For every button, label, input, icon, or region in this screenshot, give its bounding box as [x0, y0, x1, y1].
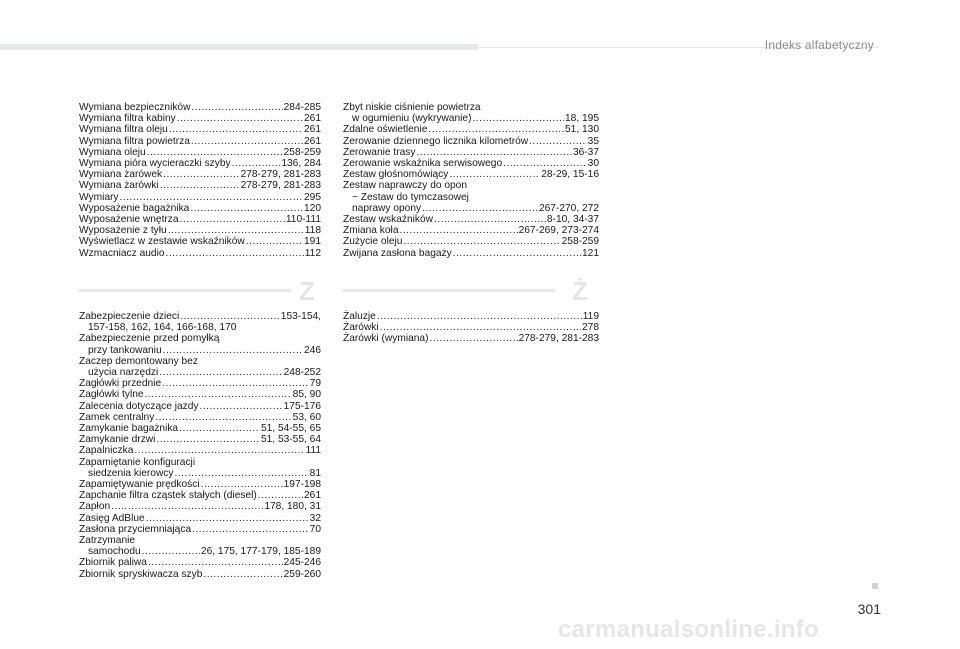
index-entry-head: Zestaw naprawczy do opon — [343, 180, 468, 192]
index-entry-head: Zabezpieczenie przed pomyłką — [79, 333, 220, 345]
index-entry[interactable]: siedzenia kierowcy ..... 81 — [79, 468, 321, 479]
index-entry[interactable]: Zmiana koła ..... 267-269, 273-274 — [343, 225, 599, 236]
index-entry[interactable]: Wymiana oleju ..... 258-259 — [79, 147, 321, 158]
letter-rule — [79, 289, 291, 292]
index-entry[interactable]: Wyświetlacz w zestawie wskaźników ..... 191 — [79, 236, 321, 247]
index-entry[interactable]: Wymiana żarówek ..... 278-279, 281-283 — [79, 169, 321, 180]
index-entry-see: ~ Zestaw do tymczasowej — [352, 191, 469, 203]
index-entry[interactable]: Wyposażenie wnętrza ..... 110-111 — [79, 214, 321, 225]
index-entry[interactable]: Wymiana bezpieczników ..... 284-285 — [79, 102, 321, 113]
index-entry[interactable]: użycia narzędzi ..... 248-252 — [79, 367, 321, 378]
index-entry[interactable]: Wzmacniacz audio ..... 112 — [79, 248, 321, 259]
index-entry[interactable]: Zagłówki przednie ..... 79 — [79, 378, 321, 389]
index-entry[interactable]: Zasłona przyciemniająca ..... 70 — [79, 524, 321, 535]
index-entry[interactable]: Zużycie oleju ..... 258-259 — [343, 236, 599, 247]
index-entry[interactable]: Zapalniczka ..... 111 — [79, 445, 321, 456]
index-entry[interactable]: Wymiary ..... 295 — [79, 192, 321, 203]
index-entry[interactable]: Wymiana filtra powietrza ..... 261 — [79, 136, 321, 147]
index-entry[interactable]: przy tankowaniu ..... 246 — [79, 345, 321, 356]
index-entry[interactable]: Zerowanie dziennego licznika kilometrów ..... 35 — [343, 136, 599, 147]
index-entry[interactable]: Zestaw wskaźników ..... 8-10, 34-37 — [343, 214, 599, 225]
watermark: carmanualsonline.info — [558, 616, 820, 643]
letter-header-zz — [343, 276, 599, 306]
index-entry[interactable]: Zagłówki tylne ..... 85, 90 — [79, 389, 321, 400]
index-entry[interactable]: Żarówki (wymiana) ..... 278-279, 281-283 — [343, 333, 599, 344]
page-number: 301 — [857, 601, 881, 617]
index-entry[interactable]: Zamykanie drzwi ..... 51, 53-55, 64 — [79, 434, 321, 445]
index-entry[interactable]: Zwijana zasłona bagaży ..... 121 — [343, 248, 599, 259]
index-entry-head: Zaczep demontowany bez — [79, 355, 198, 367]
index-entry[interactable]: Zbiornik spryskiwacza szyb ..... 259-260 — [79, 569, 321, 580]
index-entry[interactable]: Zdalne oświetlenie ..... 51, 130 — [343, 124, 599, 135]
letter-header-z — [79, 276, 321, 306]
index-entry[interactable]: samochodu ..... 26, 175, 177-179, 185-189 — [79, 546, 321, 557]
index-entry[interactable]: Wymiana pióra wycieraczki szyby ..... 136, 284 — [79, 158, 321, 169]
index-column-z-continued — [343, 102, 599, 259]
index-entry[interactable]: Zamek centralny ..... 53, 60 — [79, 412, 321, 423]
index-entry[interactable]: Zalecenia dotyczące jazdy ..... 175-176 — [79, 401, 321, 412]
index-entry[interactable]: Zbiornik paliwa ..... 245-246 — [79, 557, 321, 568]
index-column-z — [79, 311, 321, 580]
index-entry[interactable]: naprawy opony ..... 267-270, 272 — [343, 203, 599, 214]
index-entry[interactable]: Żarówki ..... 278 — [343, 322, 599, 333]
section-title: Indeks alfabetyczny — [764, 38, 874, 52]
index-entry[interactable]: Wymiana żarówki ..... 278-279, 281-283 — [79, 180, 321, 191]
index-entry[interactable]: Zerowanie trasy ..... 36-37 — [343, 147, 599, 158]
index-entry-cont: 157-158, 162, 164, 166-168, 170 — [88, 322, 237, 334]
index-entry[interactable]: Zapchanie filtra cząstek stałych (diesel) ..... 261 — [79, 490, 321, 501]
index-entry[interactable]: Zestaw głośnomówiący ..... 28-29, 15-16 — [343, 169, 599, 180]
index-entry[interactable]: Wymiana filtra oleju ..... 261 — [79, 124, 321, 135]
index-entry[interactable]: Wyposażenie z tyłu ..... 118 — [79, 225, 321, 236]
index-entry[interactable]: Zasięg AdBlue ..... 32 — [79, 513, 321, 524]
header-bar — [0, 44, 478, 50]
index-entry[interactable]: Wyposażenie bagażnika ..... 120 — [79, 203, 321, 214]
index-entry[interactable]: w ogumieniu (wykrywanie) ..... 18, 195 — [343, 113, 599, 124]
index-entry[interactable]: Zapłon ..... 178, 180, 31 — [79, 501, 321, 512]
index-entry-head: Zapamiętanie konfiguracji — [79, 456, 196, 468]
index-entry[interactable]: Zapamiętywanie prędkości ..... 197-198 — [79, 479, 321, 490]
index-entry-head: Zbyt niskie ciśnienie powietrza — [343, 102, 481, 113]
index-entry[interactable]: Wymiana filtra kabiny ..... 261 — [79, 113, 321, 124]
index-column-zz — [343, 311, 599, 345]
index-entry[interactable]: Zerowanie wskaźnika serwisowego ..... 30 — [343, 158, 599, 169]
index-entry[interactable]: Zamykanie bagażnika ..... 51, 54-55, 65 — [79, 423, 321, 434]
letter-zz: Ż — [572, 276, 588, 306]
index-entry[interactable]: Zabezpieczenie dzieci ..... 153-154, — [79, 311, 321, 322]
page-marker — [872, 583, 878, 589]
index-entry[interactable]: Żaluzje ..... 119 — [343, 311, 599, 322]
index-column-w — [79, 102, 321, 259]
letter-rule — [343, 289, 555, 292]
letter-z: Z — [299, 276, 315, 306]
index-entry-head: Zatrzymanie — [79, 535, 136, 547]
